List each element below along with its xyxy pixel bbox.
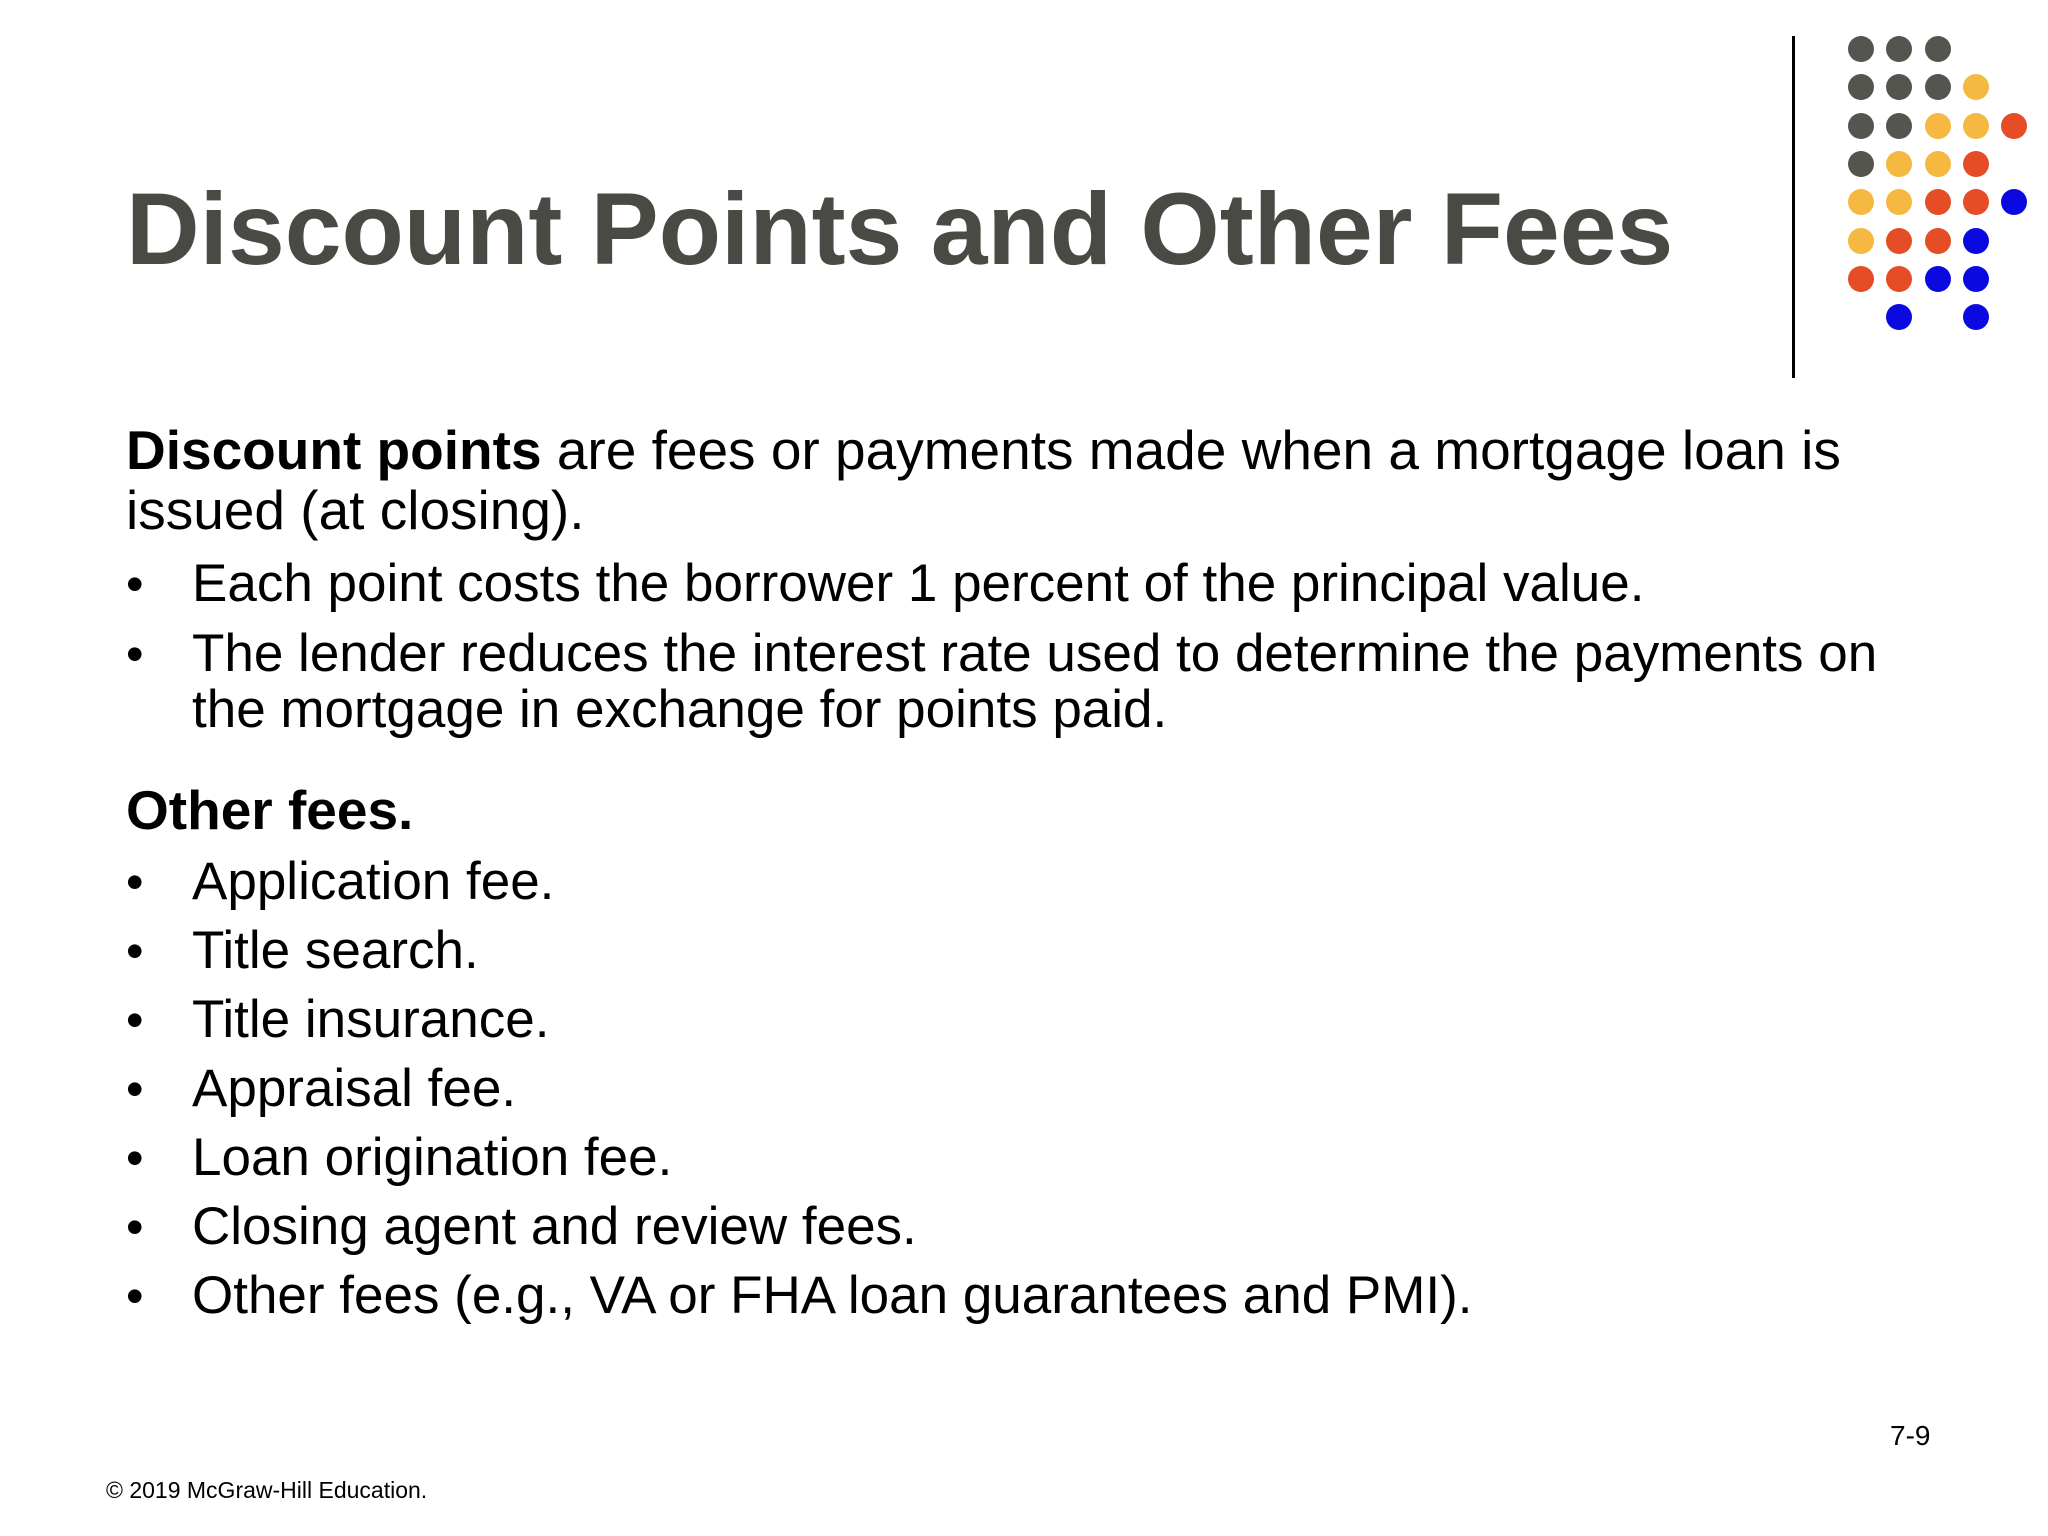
list-item <box>126 1059 1926 1128</box>
list-item <box>126 852 1926 921</box>
bullet-icon: • <box>126 1130 144 1186</box>
decorative-dot <box>1886 189 1912 215</box>
list-item-text: Other fees (e.g., VA or FHA loan guarantees and PMI). <box>192 1266 1473 1325</box>
other-fees-list <box>126 852 1926 1335</box>
bullet-icon: • <box>126 1199 144 1255</box>
decorative-dot <box>1963 74 1989 100</box>
other-fees-heading: Other fees. <box>126 779 414 841</box>
decorative-dot <box>1848 36 1874 62</box>
decorative-dot <box>2001 113 2027 139</box>
list-item-text: Each point costs the borrower 1 percent of the principal value. <box>192 554 1645 613</box>
bullet-icon: • <box>126 992 144 1048</box>
decorative-dot <box>1963 304 1989 330</box>
intro-text: are fees or payments made when a mortgage loan is issued (at closing). <box>126 419 1841 541</box>
decorative-dot <box>1963 228 1989 254</box>
decorative-dot <box>1963 151 1989 177</box>
vertical-divider <box>1792 36 1795 378</box>
bullet-icon: • <box>126 1268 144 1324</box>
decorative-dot <box>1848 266 1874 292</box>
decorative-dot <box>1886 113 1912 139</box>
decorative-dot <box>1848 113 1874 139</box>
bullet-icon: • <box>126 923 144 979</box>
decorative-dot <box>1886 228 1912 254</box>
decorative-dot <box>1848 189 1874 215</box>
list-item <box>126 556 1926 612</box>
list-item-text: Loan origination fee. <box>192 1128 673 1187</box>
decorative-dot <box>1886 74 1912 100</box>
decorative-dot <box>1963 266 1989 292</box>
list-item <box>126 626 1926 738</box>
decorative-dot <box>1963 189 1989 215</box>
list-item-text: The lender reduces the interest rate used to determine the payments on the mortgage in exchange for points paid. <box>192 624 1878 739</box>
intro-bold-term: Discount points <box>126 419 542 481</box>
copyright-notice: © 2019 McGraw-Hill Education. <box>106 1477 428 1503</box>
list-item-text: Application fee. <box>192 852 555 911</box>
decorative-dot <box>1886 304 1912 330</box>
decorative-dot <box>1886 151 1912 177</box>
list-item-text: Title insurance. <box>192 990 550 1049</box>
bullet-icon: • <box>126 626 144 682</box>
list-item-text: Appraisal fee. <box>192 1059 517 1118</box>
list-item <box>126 1266 1926 1335</box>
decorative-dot <box>1848 151 1874 177</box>
decorative-dot <box>1886 36 1912 62</box>
decorative-dot <box>1925 36 1951 62</box>
page-number: 7-9 <box>1890 1420 1931 1451</box>
decorative-dot <box>2001 189 2027 215</box>
decorative-dot <box>1925 189 1951 215</box>
bullet-icon: • <box>126 854 144 910</box>
decorative-dot <box>1925 113 1951 139</box>
list-item-text: Closing agent and review fees. <box>192 1197 917 1256</box>
list-item <box>126 921 1926 990</box>
list-item <box>126 990 1926 1059</box>
discount-points-list <box>126 556 1926 752</box>
list-item-text: Title search. <box>192 921 479 980</box>
decorative-dot <box>1925 74 1951 100</box>
list-item <box>126 1128 1926 1197</box>
decorative-dot <box>1925 266 1951 292</box>
decorative-dot <box>1848 74 1874 100</box>
decorative-dot <box>1963 113 1989 139</box>
decorative-dot <box>1925 228 1951 254</box>
list-item <box>126 1197 1926 1266</box>
intro-paragraph <box>126 420 1916 540</box>
bullet-icon: • <box>126 556 144 612</box>
decorative-dot <box>1925 151 1951 177</box>
bullet-icon: • <box>126 1061 144 1117</box>
slide-title: Discount Points and Other Fees <box>126 172 1674 286</box>
decorative-dot <box>1886 266 1912 292</box>
decorative-dot <box>1848 228 1874 254</box>
